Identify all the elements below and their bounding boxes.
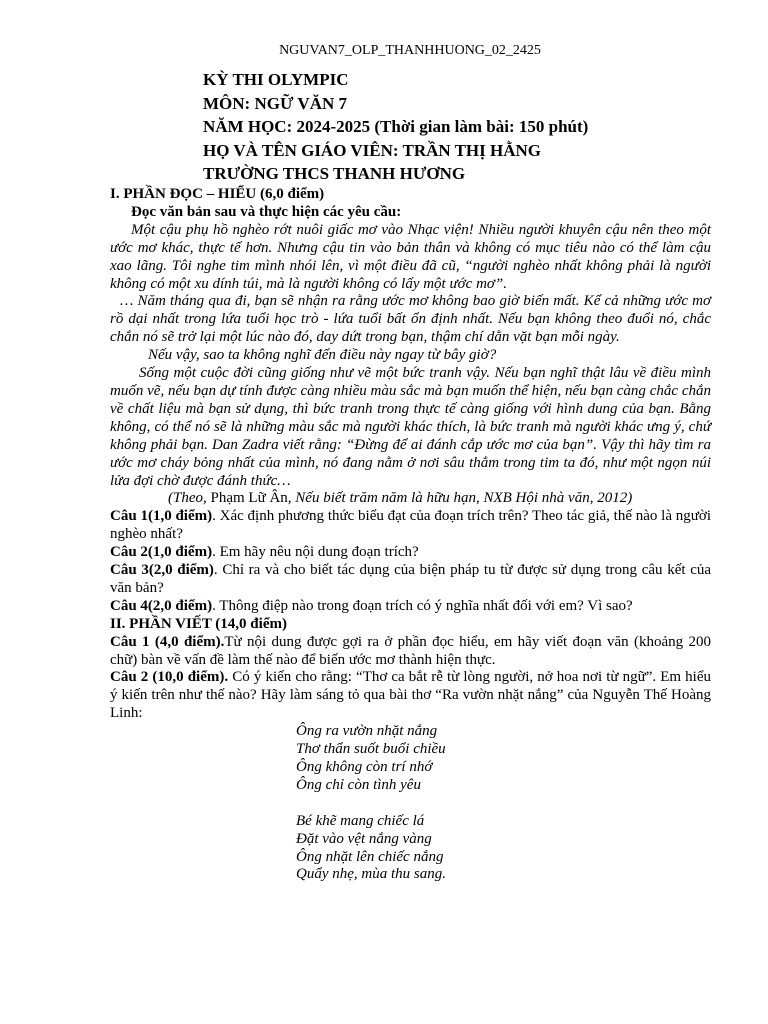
- writing-question-1: [110, 634, 711, 670]
- document-code: NGUVAN7_OLP_THANHHUONG_02_2425: [279, 43, 541, 58]
- passage-paragraph-2: … Năm tháng qua đi, bạn sẽ nhận ra rằng ước mơ không bao giờ biến mất. Kể cả những ước mơ rồ dại nhất trong lứa tuổi học trò - lứa tuổi bất ổn định nhất. Nếu bạn không theo đuổi nó, chắc chắn nó sẽ trở lại một lúc nào đó, day dứt trong bạn, thậm chí dằn vặt bạn mỗi ngày.: [110, 293, 711, 346]
- poem-line: Ông chỉ còn tình yêu: [296, 776, 421, 793]
- exam-subject: MÔN: NGỮ VĂN 7: [203, 93, 348, 113]
- question-4: [110, 598, 711, 616]
- question-2: [110, 544, 711, 562]
- writing-question-2-label: Câu 2 (10,0 điểm).: [110, 669, 229, 686]
- passage-paragraph-1: Một cậu phụ hồ nghèo rớt nuôi giấc mơ vào Nhạc viện! Nhiều người khuyên cậu nên theo một ước mơ khác, thực tế hơn. Nhưng cậu tin vào bản thân và không có mục tiêu nào có thể làm cậu xao lãng. Tôi nghe tim mình nhói lên, vì một điều đã cũ, “người nghèo nhất không phải là người không có một xu dính túi, mà là người không có lấy một ước mơ”.: [110, 221, 711, 292]
- question-3: [110, 562, 711, 598]
- poem-line: Đặt vào vệt nắng vàng: [296, 830, 432, 847]
- source-author: Phạm Lữ Ân: [210, 490, 288, 507]
- question-2-text: . Em hãy nêu nội dung đoạn trích?: [212, 544, 419, 561]
- question-2-label: Câu 2(1,0 điểm): [110, 544, 213, 561]
- reading-instruction: Đọc văn bản sau và thực hiện các yêu cầu:: [131, 203, 402, 220]
- poem-line: Ông ra vườn nhặt nắng: [296, 723, 438, 740]
- writing-question-2-text: Có ý kiến cho rằng: “Thơ ca bắt rễ từ lòng người, nở hoa nơi từ ngữ”. Em hiểu ý kiến trên như thế nào? Hãy làm sáng tỏ qua bài thơ “Ra vườn nhặt nắng” của Nguyễn Thế Hoàng Linh:: [110, 669, 712, 722]
- exam-year: NĂM HỌC: 2024-2025 (Thời gian làm bài: 150 phút): [203, 117, 589, 136]
- part2-heading: II. PHẦN VIẾT (14,0 điểm): [110, 615, 287, 632]
- part1-heading: I. PHẦN ĐỌC – HIỂU (6,0 điểm): [110, 186, 325, 202]
- writing-question-1-text: Từ nội dung được gợi ra ở phần đọc hiểu, em hãy viết đoạn văn (khoảng 200 chữ) bàn về vấn đề làm thế nào để biến ước mơ thành hiện thực.: [110, 633, 712, 668]
- question-3-label: Câu 3(2,0 điểm): [110, 562, 214, 579]
- stanza-break: [296, 795, 711, 813]
- poem-line: Bé khẽ mang chiếc lá: [296, 812, 425, 829]
- passage-paragraph-3: Nếu vậy, sao ta không nghĩ đến điều này ngay từ bây giờ?: [148, 347, 497, 364]
- question-4-text: . Thông điệp nào trong đoạn trích có ý nghĩa nhất đối với em? Vì sao?: [212, 597, 633, 614]
- exam-title: KỲ THI OLYMPIC: [203, 70, 349, 89]
- passage-paragraph-4: Sống một cuộc đời cũng giống như vẽ một bức tranh vậy. Nếu bạn nghĩ thật lâu về điều mình muốn vẽ, nếu bạn dự tính được càng nhiều màu sắc mà bạn muốn thể hiện, nếu bạn càng chắc chắn về chất liệu mà bạn sử dụng, thì bức tranh trong thực tế càng giống với hình dung của bạn. Bằng không, có thể nó sẽ là những màu sắc mà người khác thích, là bức tranh mà người khác ưng ý, chứ không phải bạn. Dan Zadra viết rằng: “Đừng để ai đánh cắp ước mơ của bạn”. Vậy thì hãy tìm ra ước mơ cháy bỏng nhất của mình, nó đang nằm ở nơi sâu thẳm trong tim ta đó, như một ngọn núi lửa đợi chờ được đánh thức…: [110, 365, 711, 489]
- source-prefix: (Theo,: [168, 490, 211, 507]
- poem-line: Quẩy nhẹ, mùa thu sang.: [296, 866, 446, 883]
- question-1: [110, 508, 711, 544]
- exam-body: [110, 186, 711, 884]
- source-book: , Nếu biết trăm năm là hữu hạn, NXB Hội nhà văn, 2012): [287, 490, 633, 507]
- question-1-label: Câu 1(1,0 điểm): [110, 508, 213, 525]
- poem: [110, 723, 711, 884]
- writing-question-1-label: Câu 1 (4,0 điểm).: [110, 633, 225, 650]
- school-name: TRƯỜNG THCS THANH HƯƠNG: [203, 164, 466, 183]
- poem-line: Thơ thẩn suốt buổi chiều: [296, 741, 446, 758]
- teacher-name: HỌ VÀ TÊN GIÁO VIÊN: TRẦN THỊ HẰNG: [203, 140, 542, 160]
- passage-source: [110, 490, 711, 508]
- exam-header: [203, 68, 588, 186]
- poem-line: Ông nhặt lên chiếc nắng: [296, 848, 444, 865]
- question-3-text: . Chỉ ra và cho biết tác dụng của biện pháp tu từ được sử dụng trong câu kết của văn bản?: [110, 562, 712, 596]
- poem-line: Ông không còn trí nhớ: [296, 759, 433, 775]
- question-4-label: Câu 4(2,0 điểm): [110, 597, 213, 614]
- writing-question-2: [110, 669, 711, 723]
- question-1-text: . Xác định phương thức biểu đạt của đoạn trích trên? Theo tác giả, thế nào là người nghèo nhất?: [110, 508, 711, 543]
